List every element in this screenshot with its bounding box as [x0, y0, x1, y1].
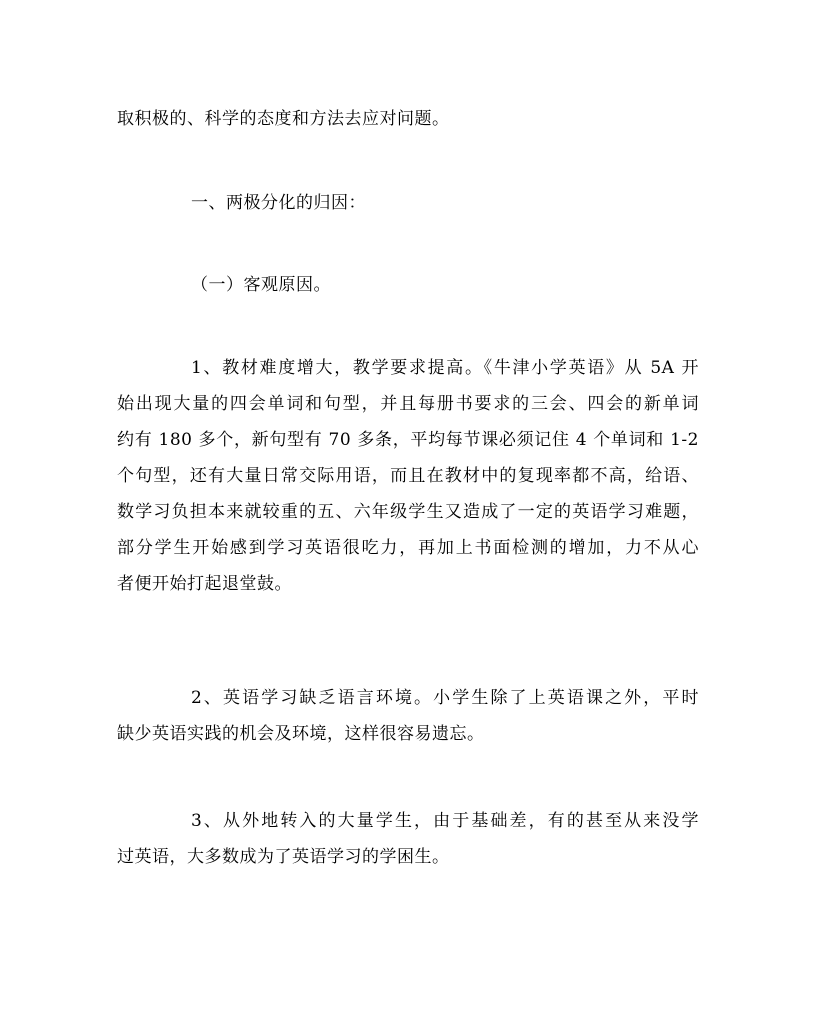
paragraph-line: 1、教材难度增大，教学要求提高。《牛津小学英语》从 5A 开	[191, 358, 699, 378]
paragraph-line: 始出现大量的四会单词和句型，并且每册书要求的三会、四会的新单词	[117, 394, 699, 414]
paragraph-line: 个句型，还有大量日常交际用语，而且在教材中的复现率都不高，给语、	[117, 466, 699, 486]
section-heading: 一、两极分化的归因：	[191, 193, 366, 213]
text-line-continuation: 取积极的、科学的态度和方法去应对问题。	[117, 109, 450, 129]
paragraph-line: 2、英语学习缺乏语言环境。小学生除了上英语课之外，平时	[191, 688, 699, 708]
paragraph-line: 约有 180 多个，新句型有 70 多条，平均每节课必须记住 4 个单词和 1-2	[117, 430, 699, 450]
subsection-heading: （一）客观原因。	[191, 275, 331, 295]
paragraph-line: 部分学生开始感到学习英语很吃力，再加上书面检测的增加，力不从心	[117, 538, 699, 558]
paragraph-1	[117, 350, 699, 602]
paragraph-line: 数学习负担本来就较重的五、六年级学生又造成了一定的英语学习难题，	[117, 502, 699, 522]
paragraph-2	[117, 680, 699, 752]
paragraph-line: 3、从外地转入的大量学生，由于基础差，有的甚至从来没学	[191, 811, 699, 831]
paragraph-line: 缺少英语实践的机会及环境，这样很容易遗忘。	[117, 724, 485, 744]
paragraph-line: 者便开始打起退堂鼓。	[117, 574, 292, 594]
paragraph-line: 过英语，大多数成为了英语学习的学困生。	[117, 847, 450, 867]
paragraph-3	[117, 803, 699, 875]
